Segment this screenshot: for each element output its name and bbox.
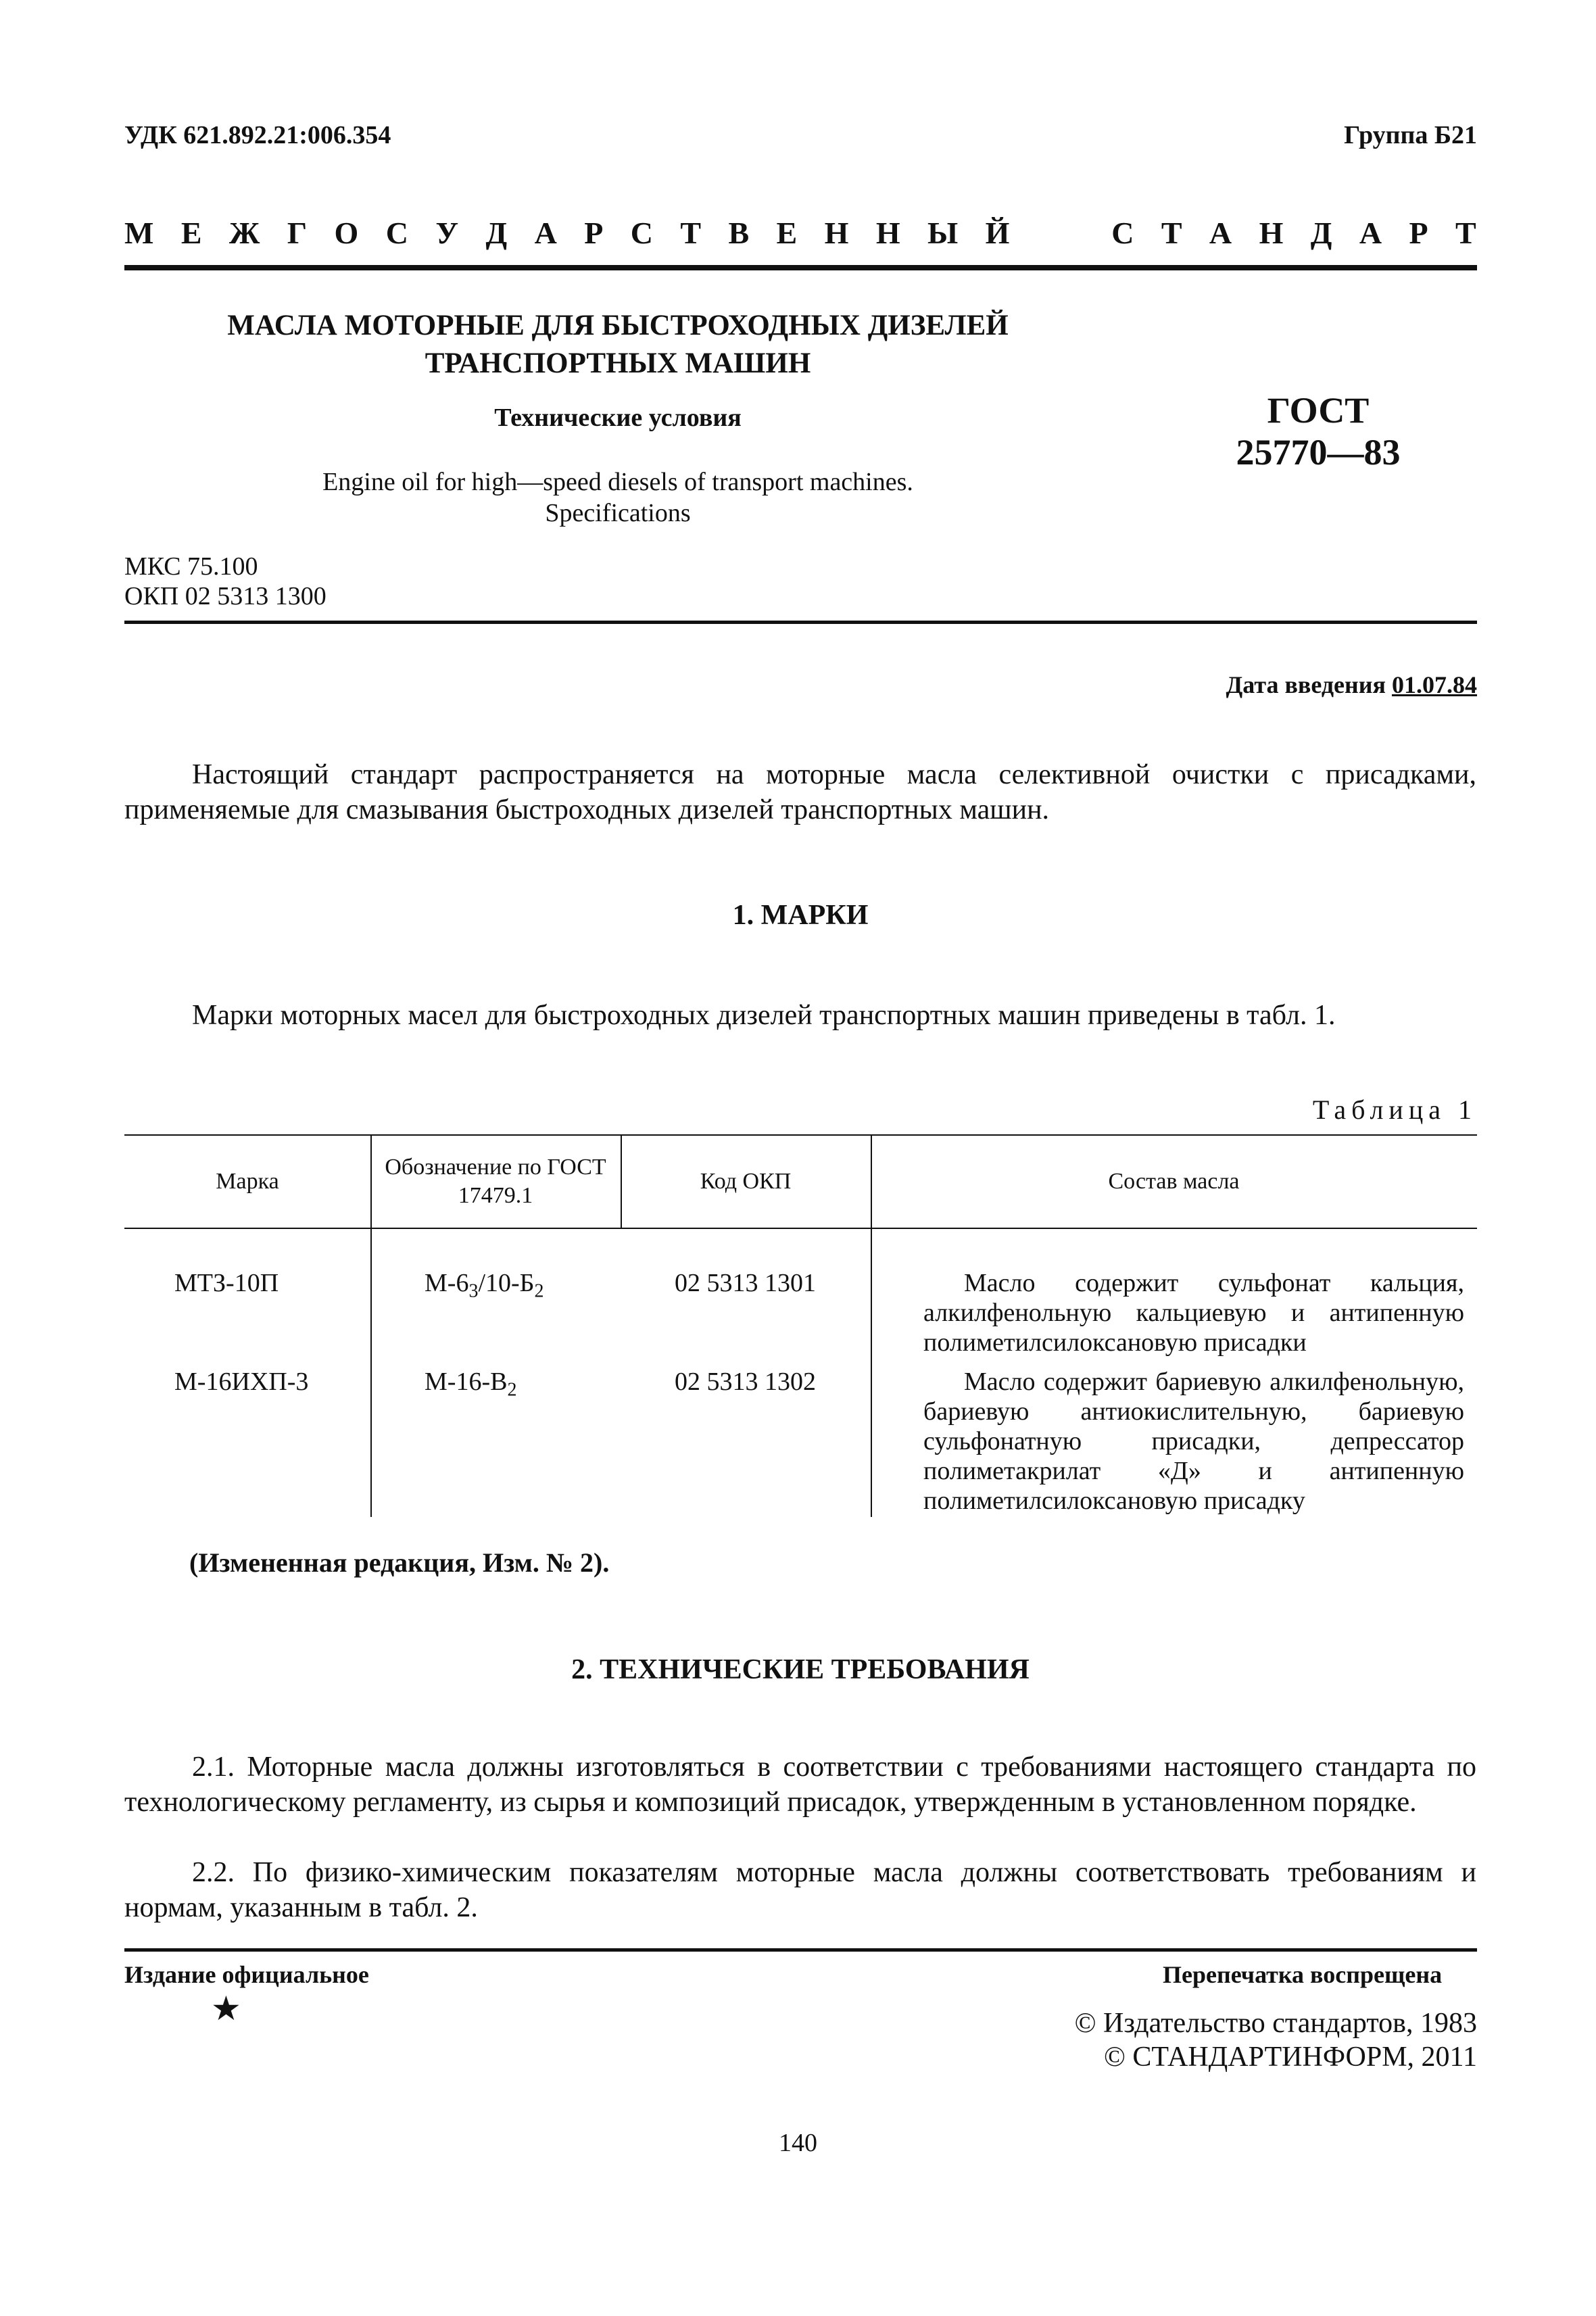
row2-mark: М-16ИХП-3	[174, 1368, 309, 1396]
gost-designation	[1149, 389, 1487, 473]
english-title-line-2: Specifications	[545, 499, 691, 527]
document-subtitle: Технические условия	[494, 404, 742, 432]
title-line-1: МАСЛА МОТОРНЫЕ ДЛЯ БЫСТРОХОДНЫХ ДИЗЕЛЕЙ	[227, 310, 1009, 341]
banner-letter: Ы	[927, 216, 959, 250]
title-line-2: ТРАНСПОРТНЫХ МАШИН	[425, 347, 811, 379]
banner-letter: Г	[287, 216, 308, 250]
date-label: Дата введения	[1226, 671, 1386, 698]
section-2-heading: 2. ТЕХНИЧЕСКИЕ ТРЕБОВАНИЯ	[571, 1654, 1030, 1685]
header-mark: Марка	[216, 1169, 279, 1194]
header-composition: Состав масла	[1108, 1169, 1240, 1194]
row2-okp-code: 02 5313 1302	[675, 1368, 816, 1396]
introduction-date	[1226, 671, 1478, 699]
copyright-line-1: © Издательство стандартов, 1983	[1074, 2008, 1477, 2039]
edit-note: (Измененная редакция, Изм. № 2).	[189, 1547, 610, 1578]
banner-letter: Р	[1409, 216, 1428, 250]
table-caption: Таблица 1	[1312, 1094, 1477, 1125]
banner-letter: Т	[1455, 216, 1476, 250]
official-edition-label: Издание официальное	[124, 1961, 369, 1988]
row1-composition: Масло содержит сульфонат кальция, алкилфенольную кальциевую и антипенную полиметилсилоксановую присадки	[923, 1269, 1464, 1357]
banner-letter: С	[385, 216, 408, 250]
english-title	[124, 466, 1111, 529]
banner-letter: А	[534, 216, 557, 250]
banner-word-gap	[1037, 215, 1084, 251]
copyright-block	[1075, 2006, 1477, 2074]
banner-letter: М	[124, 216, 154, 250]
banner-letter: Н	[1259, 216, 1284, 250]
section-1-text: Марки моторных масел для быстроходных дизелей транспортных машин приведены в табл. 1.	[192, 1000, 1336, 1031]
row1-designation-mid: /10-Б	[478, 1269, 535, 1297]
classification-codes	[124, 552, 327, 611]
banner-letter: Д	[485, 216, 508, 250]
section-1-heading: 1. МАРКИ	[732, 900, 869, 931]
row1-designation-sub-2: 2	[534, 1280, 544, 1302]
banner-letter: Т	[1161, 216, 1182, 250]
section-2-paragraph-2: 2.2. По физико-химическим показателям моторные масла должны соответствовать требованиям и нормам, указанным в табл. 2.	[124, 1857, 1476, 1923]
group-code: Группа Б21	[1344, 121, 1477, 149]
footer-rule	[124, 1948, 1477, 1952]
banner-letter: В	[728, 216, 750, 250]
banner-letter: О	[334, 216, 359, 250]
banner-letter: Д	[1310, 216, 1332, 250]
gost-label: ГОСТ	[1267, 390, 1370, 431]
row2-designation-sub: 2	[507, 1379, 517, 1401]
header-rule	[124, 265, 1477, 270]
row2-composition: Масло содержит бариевую алкилфенольную, бариевую антиокислительную, бариевую сульфонатную присадки, депрессатор полиметакрилат «Д» и антипенную полиметилсилоксановую присадку	[923, 1368, 1464, 1515]
intro-paragraph: Настоящий стандарт распространяется на моторные масла селективной очистки с присадками, применяемые для смазывания быстроходных дизелей транспортных машин.	[124, 759, 1476, 825]
banner-letter: Н	[824, 216, 849, 250]
reprint-prohibited-label: Перепечатка воспрещена	[1163, 1961, 1443, 1988]
row1-designation-sub-1: 3	[468, 1280, 479, 1302]
banner-letter: Ж	[228, 216, 260, 250]
page-number: 140	[779, 2129, 817, 2157]
gost-number: 25770—83	[1236, 432, 1401, 473]
banner-letter: Е	[180, 216, 202, 250]
copyright-line-2: © СТАНДАРТИНФОРМ, 2011	[1104, 2042, 1477, 2073]
banner-letter: А	[1359, 216, 1382, 250]
banner-letter: Е	[776, 216, 798, 250]
banner-letter: С	[630, 216, 653, 250]
okp-code: ОКП 02 5313 1300	[124, 582, 327, 610]
date-value: 01.07.84	[1392, 671, 1477, 698]
star-icon: ★	[211, 1989, 241, 2027]
banner-letter: С	[1111, 216, 1134, 250]
banner-letter: Н	[875, 216, 900, 250]
marks-table	[124, 1134, 1477, 1517]
row1-designation	[425, 1268, 544, 1307]
document-title	[124, 307, 1111, 383]
mks-code: МКС 75.100	[124, 552, 258, 581]
header-designation: Обозначение по ГОСТ 17479.1	[385, 1155, 606, 1208]
banner-letter: Й	[985, 216, 1010, 250]
title-rule	[124, 621, 1477, 624]
row2-designation-base: М-16-В	[425, 1368, 508, 1396]
row1-mark: МТЗ-10П	[174, 1269, 279, 1297]
interstate-standard-banner	[124, 215, 1476, 251]
english-title-line-1: Engine oil for high—speed diesels of transport machines.	[322, 468, 913, 496]
row2-designation	[425, 1367, 516, 1405]
banner-letter: А	[1209, 216, 1232, 250]
section-2-paragraph-1: 2.1. Моторные масла должны изготовляться в соответствии с требованиями настоящего стандарта по технологическому регламенту, из сырья и композиций присадок, утвержденным в установленном порядке.	[124, 1752, 1476, 1818]
row1-okp-code: 02 5313 1301	[675, 1269, 816, 1297]
banner-letter: Т	[680, 216, 702, 250]
banner-letter: У	[435, 216, 459, 250]
header-okp-code: Код ОКП	[700, 1169, 792, 1194]
udk-code: УДК 621.892.21:006.354	[124, 121, 391, 149]
row1-designation-base: М-6	[425, 1269, 469, 1297]
banner-letter: Р	[584, 216, 604, 250]
